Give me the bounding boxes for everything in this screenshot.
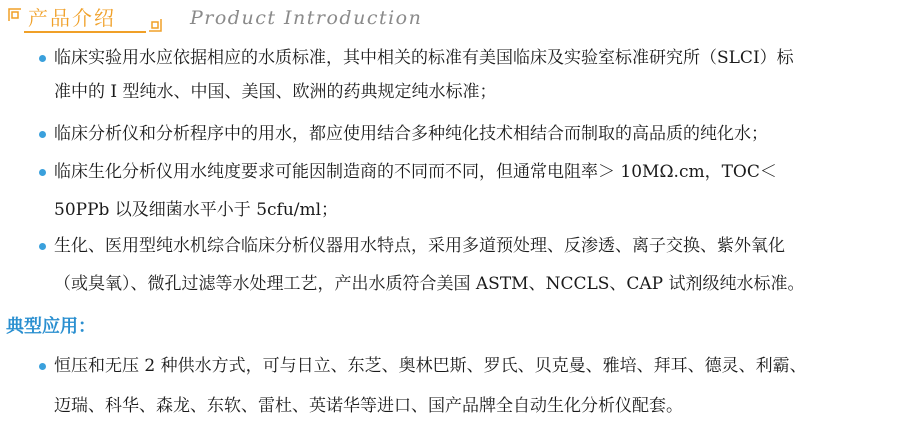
list-item-text: 临床分析仪和分析程序中的用水，都应使用结合多种纯化技术相结合而制取的高品质的纯化水； — [54, 124, 768, 144]
list-item-text: 生化、医用型纯水机综合临床分析仪器用水特点，采用多道预处理、反渗透、离子交换、紫外氧化 — [54, 236, 785, 256]
page-subtitle: Product Introduction — [190, 7, 423, 29]
list-item-text: 临床实验用水应依据相应的水质标准，其中相关的标准有美国临床及实验室标准研究所（SLCI）标 — [54, 48, 794, 68]
bullet-icon — [39, 243, 46, 250]
title-box — [24, 5, 146, 33]
bullet-icon — [39, 363, 46, 370]
corner-ornament-icon — [148, 18, 162, 32]
bullet-icon — [39, 55, 46, 62]
section-header — [0, 0, 900, 36]
section-heading: 典型应用： — [6, 316, 96, 337]
list-item-text: 临床生化分析仪用水纯度要求可能因制造商的不同而不同，但通常电阻率＞ 10MΩ.cm，TOC＜ — [54, 162, 777, 182]
corner-ornament-icon — [8, 8, 22, 22]
page-title: 产品介绍 — [28, 6, 116, 30]
list-item-text: （或臭氧）、微孔过滤等水处理工艺，产出水质符合美国 ASTM、NCCLS、CAP 试剂级纯水标准。 — [54, 274, 805, 294]
list-item-text: 迈瑞、科华、森龙、东软、雷杜、英诺华等进口、国产品牌全自动生化分析仪配套。 — [54, 396, 683, 416]
bullet-icon — [39, 169, 46, 176]
list-item-text: 50PPb 以及细菌水平小于 5cfu/ml； — [54, 200, 339, 220]
bullet-icon — [39, 131, 46, 138]
list-item-text: 恒压和无压 2 种供水方式，可与日立、东芝、奥林巴斯、罗氏、贝克曼、雅培、拜耳、德灵、利霸、 — [54, 356, 807, 376]
list-item-text: 准中的 I 型纯水、中国、美国、欧洲的药典规定纯水标准； — [54, 82, 497, 102]
